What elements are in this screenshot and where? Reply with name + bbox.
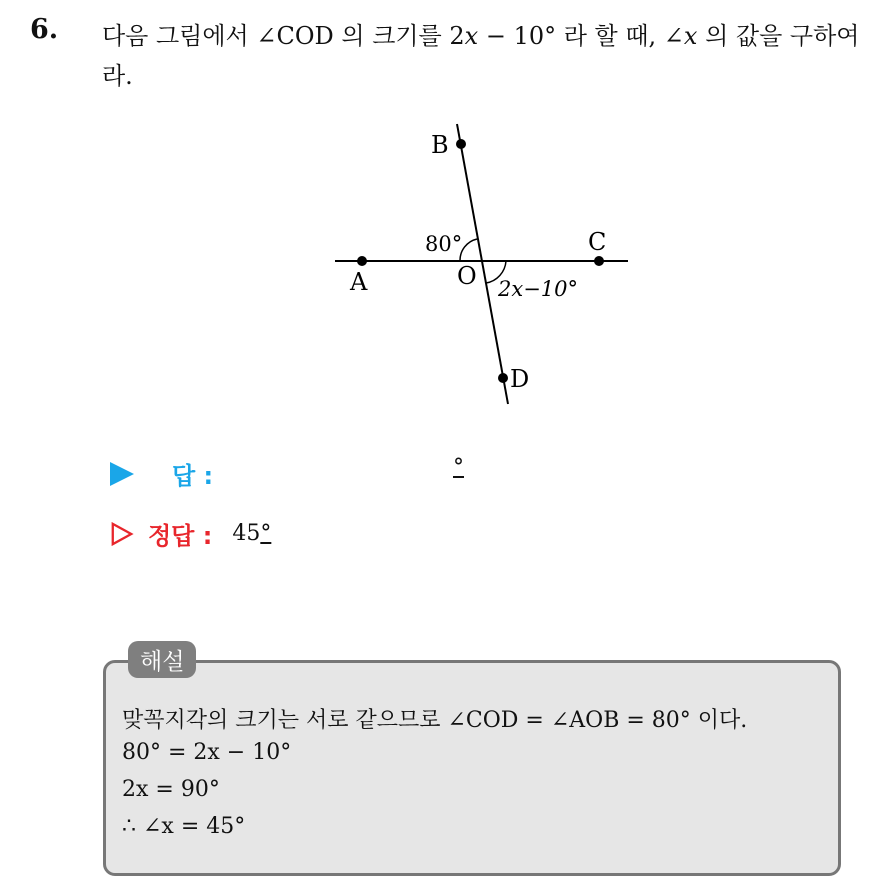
label-d: D	[510, 365, 530, 393]
explanation-line-2: 80° = 2x − 10°	[122, 740, 292, 765]
point-a	[357, 256, 367, 266]
explanation-line-1: 맞꼭지각의 크기는 서로 같으므로 ∠COD = ∠AOB = 80° 이다.	[122, 708, 748, 733]
explanation-tag: 해설	[128, 641, 196, 678]
question-number: 6.	[30, 14, 59, 45]
angle-diagram	[320, 120, 640, 420]
correct-unit: °	[260, 521, 272, 546]
correct-label: 정답 :	[148, 522, 213, 550]
point-d	[498, 373, 508, 383]
question-var-x-2: x	[683, 22, 698, 50]
answer-label: 답 :	[172, 462, 214, 490]
explanation-line-4: ∴ ∠x = 45°	[122, 814, 246, 839]
label-o: O	[457, 262, 477, 290]
point-c	[594, 256, 604, 266]
answer-blank[interactable]: °	[453, 455, 464, 480]
question-text-part1: 다음 그림에서 ∠COD 의 크기를 2	[102, 22, 465, 50]
correct-answer-row	[110, 516, 271, 551]
label-c: C	[588, 228, 607, 256]
angle-label-80: 80°	[425, 232, 463, 256]
explanation-box	[103, 660, 841, 876]
answer-row	[110, 456, 213, 491]
angle-arc-aob	[460, 239, 477, 261]
label-b: B	[431, 131, 449, 159]
point-b	[456, 139, 466, 149]
question-text-part3: 의 값을 구하여	[697, 22, 860, 50]
angle-label-2x-10: 2x−10°	[498, 277, 579, 301]
question-text-part2: − 10° 라 할 때, ∠	[478, 22, 684, 50]
explanation-line-3: 2x = 90°	[122, 777, 220, 802]
question-var-x: x	[464, 22, 479, 50]
question-text-line2: 라.	[102, 62, 133, 90]
label-a: A	[350, 268, 368, 296]
play-triangle-icon	[110, 462, 134, 486]
correct-number: 45	[232, 521, 261, 546]
outline-triangle-icon	[110, 522, 134, 546]
question-text	[102, 16, 872, 96]
correct-value	[232, 521, 271, 546]
